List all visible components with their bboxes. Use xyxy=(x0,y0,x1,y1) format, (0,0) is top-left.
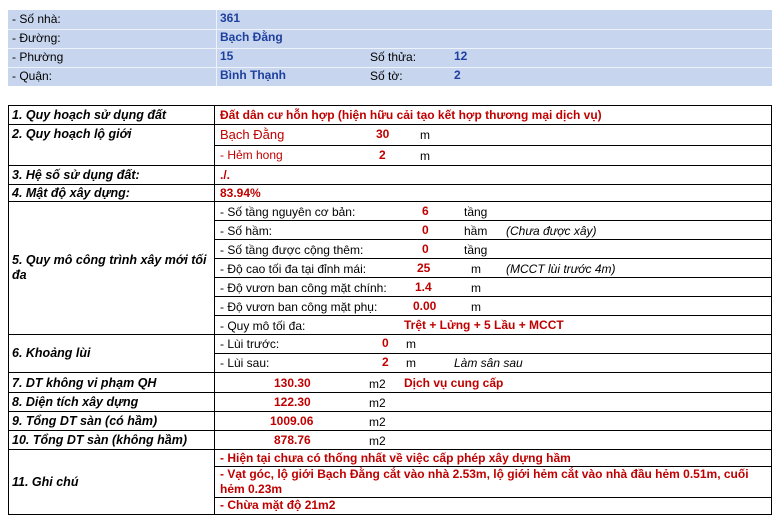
table-border-left xyxy=(8,105,9,515)
row2-road1-unit: m xyxy=(420,128,430,142)
r5-item-unit: hầm xyxy=(464,224,488,238)
quan-value: Bình Thạnh xyxy=(220,68,286,82)
sub-row-divider xyxy=(214,277,772,278)
r5-item-label: - Độ vươn ban công mặt chính: xyxy=(220,281,387,295)
r6-front-label: - Lùi trước: xyxy=(220,337,280,351)
r6-back-value: 2 xyxy=(382,355,389,369)
r11-note: - Chừa mặt độ 21m2 xyxy=(220,498,336,512)
row7-unit: m2 xyxy=(369,377,386,391)
sub-row-divider xyxy=(214,296,772,297)
so-nha-value: 361 xyxy=(220,11,241,25)
row9-unit: m2 xyxy=(369,415,386,429)
r5-item-unit: m xyxy=(471,300,481,314)
r5-item-label: - Quy mô tối đa: xyxy=(220,319,306,333)
row8-value: 122.30 xyxy=(274,395,311,409)
row2-road2-width: 2 xyxy=(379,148,386,162)
table-column-divider xyxy=(214,105,215,515)
row10-label: 10. Tổng DT sàn (không hầm) xyxy=(12,433,188,447)
r6-front-unit: m xyxy=(406,337,416,351)
phuong-value: 15 xyxy=(220,49,234,63)
table-border-top xyxy=(8,105,772,106)
planning-info-table xyxy=(8,105,772,515)
duong-value: Bạch Đằng xyxy=(220,30,283,44)
address-panel xyxy=(8,10,772,86)
row-divider xyxy=(8,392,772,393)
r11-note: - Vạt góc, lộ giới Bạch Đằng cắt vào nhà 2.53m, lộ giới hẻm cắt vào nhà đầu hẻm 0.51m, cuối hẻm 0.23m xyxy=(220,467,749,496)
r5-item-label: - Số tầng được cộng thêm: xyxy=(220,243,364,257)
so-thua-value: 12 xyxy=(454,49,468,63)
r5-item-value: 6 xyxy=(422,204,429,218)
address-row-phuong xyxy=(8,48,772,67)
r5-item-unit: tầng xyxy=(464,243,488,257)
r5-item-value: 25 xyxy=(417,261,431,275)
row9-value: 1009.06 xyxy=(270,414,314,428)
row4-value: 83.94% xyxy=(220,186,261,200)
r5-item-value: 0.00 xyxy=(413,299,437,313)
row7-value: 130.30 xyxy=(274,376,311,390)
sub-row-divider xyxy=(214,315,772,316)
row1-value: Đất dân cư hỗn hợp (hiện hữu cải tạo kết hợp thương mại dịch vụ) xyxy=(220,108,602,122)
r5-item-value: Trệt + Lửng + 5 Lầu + MCCT xyxy=(404,318,564,332)
row10-value: 878.76 xyxy=(274,433,311,447)
r5-item-note: (Chưa được xây) xyxy=(506,224,597,238)
r5-item-label: - Số hầm: xyxy=(220,224,273,238)
row6-label: 6. Khoảng lùi xyxy=(12,346,91,360)
row2-road2-unit: m xyxy=(420,149,430,163)
row-divider xyxy=(8,449,772,450)
r5-item-value: 0 xyxy=(422,223,429,237)
row-divider xyxy=(8,372,772,373)
r6-back-label: - Lùi sau: xyxy=(220,356,270,370)
row-divider xyxy=(8,430,772,431)
r5-item-unit: m xyxy=(471,262,481,276)
address-row-quan xyxy=(8,67,772,86)
duong-label: - Đường: xyxy=(12,31,61,45)
row5-label: 5. Quy mô công trình xây mới tối đa xyxy=(12,253,207,282)
so-nha-label: - Số nhà: xyxy=(12,12,61,26)
row2-road1: Bạch Đằng xyxy=(220,127,285,142)
row-divider xyxy=(8,411,772,412)
r5-item-unit: tầng xyxy=(464,205,488,219)
row11-label: 11. Ghi chú xyxy=(12,475,79,489)
sub-row-divider xyxy=(214,258,772,259)
table-border-right xyxy=(771,105,772,515)
row7-label: 7. DT không vi phạm QH xyxy=(12,376,157,390)
so-to-label: Số tờ: xyxy=(370,69,403,83)
quan-label: - Quận: xyxy=(12,69,53,83)
row-divider xyxy=(8,124,772,125)
r5-item-label: - Độ vươn ban công mặt phụ: xyxy=(220,300,378,314)
r5-item-unit: m xyxy=(471,281,481,295)
row9-label: 9. Tổng DT sàn (có hầm) xyxy=(12,414,158,428)
row3-value: ./. xyxy=(220,168,231,182)
address-row-so-nha xyxy=(8,10,772,29)
sub-row-divider xyxy=(214,353,772,354)
sub-row-divider xyxy=(214,220,772,221)
r6-back-note: Làm sân sau xyxy=(454,356,523,370)
row-divider xyxy=(8,184,772,185)
row2-road2: - Hẻm hong xyxy=(220,148,283,162)
r6-front-value: 0 xyxy=(382,336,389,350)
row4-label: 4. Mật độ xây dựng: xyxy=(12,186,130,200)
row1-label: 1. Quy hoạch sử dụng đất xyxy=(12,108,167,122)
row2-label: 2. Quy hoạch lộ giới xyxy=(12,127,132,141)
address-row-duong xyxy=(8,29,772,48)
r5-item-label: - Số tầng nguyên cơ bản: xyxy=(220,205,356,219)
r5-item-value: 1.4 xyxy=(415,280,432,294)
row8-unit: m2 xyxy=(369,396,386,410)
r6-back-unit: m xyxy=(406,356,416,370)
r5-item-label: - Độ cao tối đa tại đỉnh mái: xyxy=(220,262,367,276)
r5-item-note: (MCCT lùi trước 4m) xyxy=(506,262,616,276)
so-thua-label: Số thửa: xyxy=(370,50,417,64)
row10-unit: m2 xyxy=(369,434,386,448)
phuong-label: - Phường xyxy=(12,50,64,64)
r11-note: - Hiện tại chưa có thống nhất về việc cấp phép xây dựng hầm xyxy=(220,451,571,465)
sub-row-divider xyxy=(214,145,772,146)
row3-label: 3. Hệ số sử dụng đất: xyxy=(12,168,140,182)
row8-label: 8. Diện tích xây dựng xyxy=(12,395,139,409)
row7-note: Dịch vụ cung cấp xyxy=(404,376,504,390)
table-border-bottom xyxy=(8,514,772,515)
row-divider xyxy=(8,201,772,202)
sub-row-divider xyxy=(214,239,772,240)
r5-item-value: 0 xyxy=(422,242,429,256)
row-divider xyxy=(8,165,772,166)
so-to-value: 2 xyxy=(454,68,461,82)
row-divider xyxy=(8,334,772,335)
row2-road1-width: 30 xyxy=(376,127,390,141)
